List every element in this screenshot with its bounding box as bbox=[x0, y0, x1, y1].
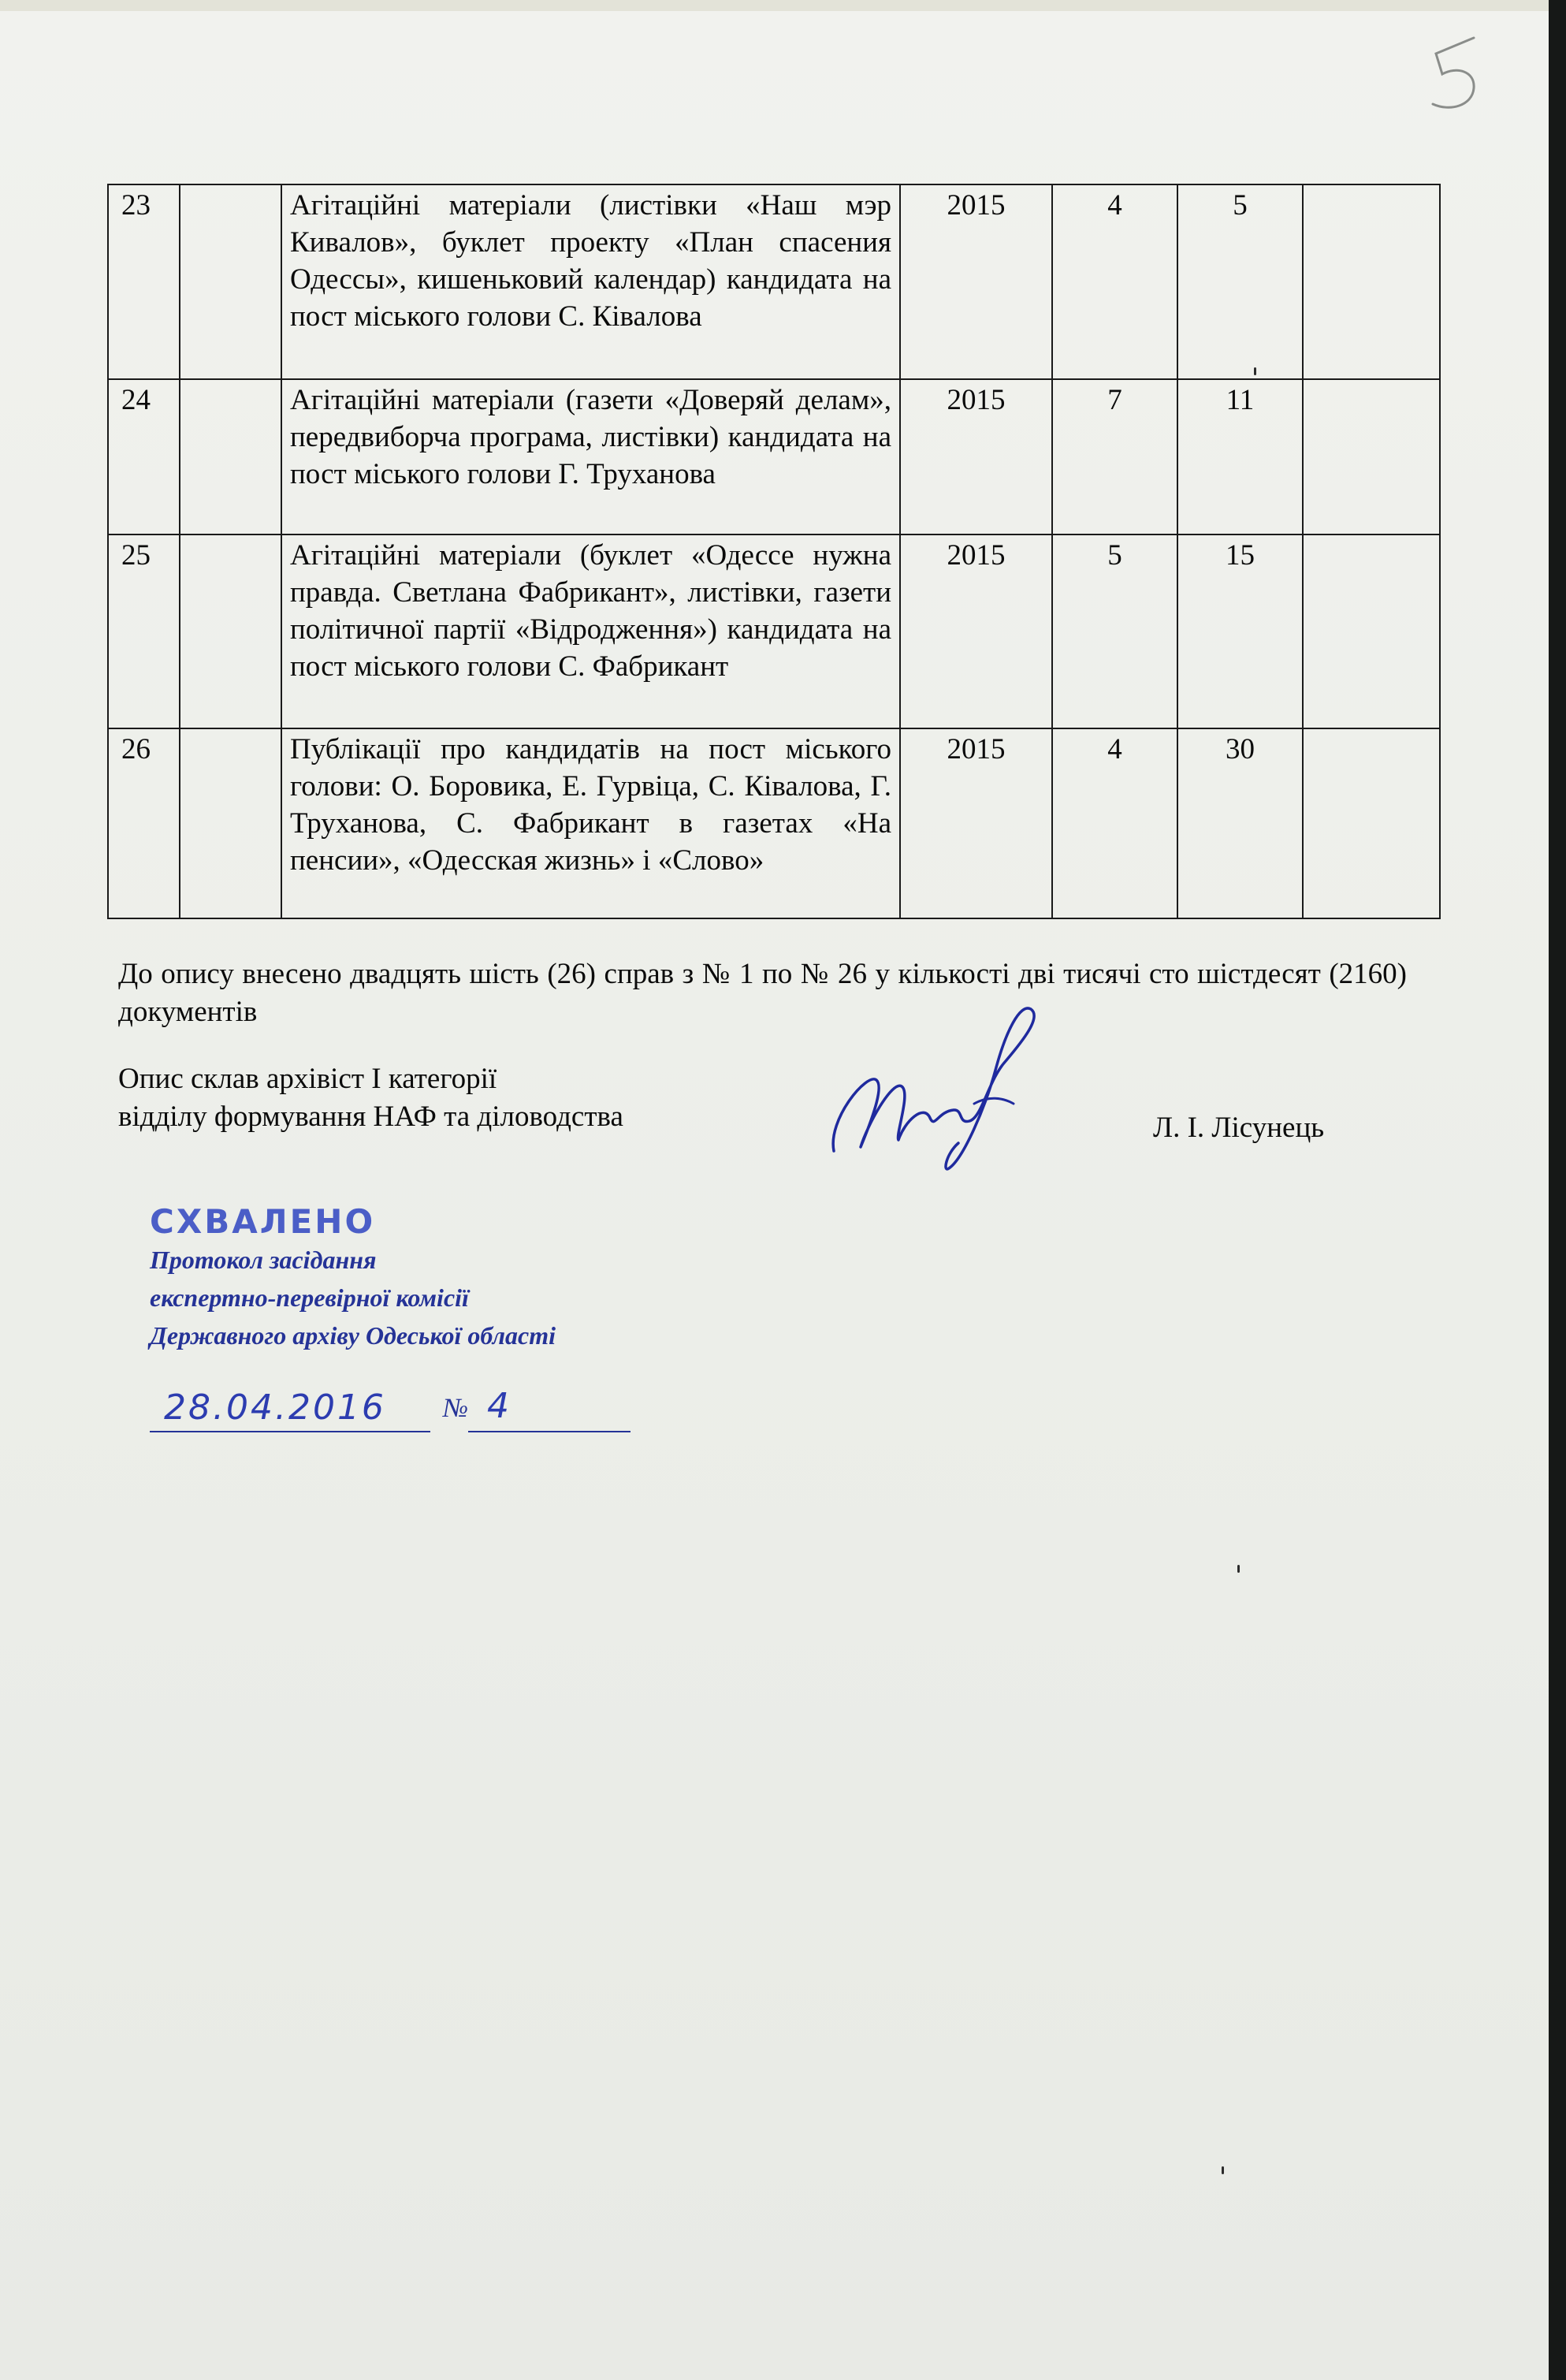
table-row bbox=[108, 184, 1440, 379]
stamp-number: 4 bbox=[487, 1386, 509, 1426]
compiler-position-line-2: відділу формування НАФ та діловодства bbox=[118, 1101, 623, 1133]
record-note bbox=[1303, 184, 1440, 379]
paper-speck bbox=[1222, 2166, 1224, 2174]
record-index bbox=[180, 184, 281, 379]
table-row bbox=[108, 534, 1440, 728]
table-row bbox=[108, 728, 1440, 918]
paper-speck bbox=[1254, 367, 1256, 375]
stamp-fill-in-line bbox=[150, 1387, 638, 1443]
stamp-date-underline bbox=[150, 1431, 430, 1432]
record-number: 25 bbox=[108, 534, 180, 728]
record-document-count: 5 bbox=[1052, 534, 1177, 728]
record-index bbox=[180, 534, 281, 728]
record-title: Агітаційні матеріали (листівки «Наш мэр Кивалов», буклет проекту «План спасения Одессы», кишеньковий календар) кандидата на пост міського голови С. Ківалова bbox=[281, 184, 900, 379]
record-index bbox=[180, 728, 281, 918]
record-title: Агітаційні матеріали (газети «Доверяй делам», передвиборча програма, листівки) кандидата на пост міського голови Г. Труханова bbox=[281, 379, 900, 534]
stamp-line-2: експертно-перевірної комісії bbox=[150, 1283, 469, 1312]
record-note bbox=[1303, 728, 1440, 918]
stamp-number-label: № bbox=[443, 1394, 469, 1423]
approval-stamp bbox=[150, 1202, 654, 1428]
handwritten-signature bbox=[820, 985, 1072, 1183]
stamp-line-3: Державного архіву Одеської області bbox=[150, 1321, 556, 1350]
paper-speck bbox=[1237, 1565, 1240, 1573]
record-title: Публікації про кандидатів на пост міського голови: О. Боровика, Е. Гурвіца, С. Ківалова, Г. Труханова, С. Фабрикант в газетах «На пенсии», «Одесская жизнь» і «Слово» bbox=[281, 728, 900, 918]
inventory-summary: До опису внесено двадцять шість (26) справ з № 1 по № 26 у кількості дві тисячі сто шістдесят (2160) документів bbox=[118, 958, 1407, 1028]
record-title: Агітаційні матеріали (буклет «Одессе нужна правда. Светлана Фабрикант», листівки, газети політичної партії «Відродження») кандидата на пост міського голови С. Фабрикант bbox=[281, 534, 900, 728]
record-index bbox=[180, 379, 281, 534]
record-sheet-count: 5 bbox=[1177, 184, 1303, 379]
scan-edge-shadow bbox=[1549, 0, 1566, 2380]
compiler-name: Л. І. Лісунець bbox=[1153, 1112, 1325, 1144]
record-note bbox=[1303, 379, 1440, 534]
compiler-position-line-1: Опис склав архівіст І категорії bbox=[118, 1063, 497, 1095]
table-row bbox=[108, 379, 1440, 534]
record-number: 26 bbox=[108, 728, 180, 918]
record-sheet-count: 30 bbox=[1177, 728, 1303, 918]
record-year: 2015 bbox=[900, 184, 1052, 379]
handwritten-page-number bbox=[1419, 32, 1490, 118]
stamp-line-1: Протокол засідання bbox=[150, 1246, 377, 1274]
record-number: 23 bbox=[108, 184, 180, 379]
records-table bbox=[107, 184, 1441, 919]
record-year: 2015 bbox=[900, 379, 1052, 534]
record-year: 2015 bbox=[900, 534, 1052, 728]
record-sheet-count: 11 bbox=[1177, 379, 1303, 534]
compiler-block bbox=[118, 1060, 623, 1136]
record-document-count: 7 bbox=[1052, 379, 1177, 534]
paper-top-edge bbox=[0, 0, 1549, 11]
record-document-count: 4 bbox=[1052, 728, 1177, 918]
record-number: 24 bbox=[108, 379, 180, 534]
stamp-heading: СХВАЛЕНО bbox=[150, 1202, 376, 1241]
stamp-date: 28.04.2016 bbox=[164, 1387, 386, 1428]
record-year: 2015 bbox=[900, 728, 1052, 918]
stamp-number-underline bbox=[468, 1431, 630, 1432]
record-document-count: 4 bbox=[1052, 184, 1177, 379]
record-note bbox=[1303, 534, 1440, 728]
records-body bbox=[108, 184, 1440, 918]
record-sheet-count: 15 bbox=[1177, 534, 1303, 728]
